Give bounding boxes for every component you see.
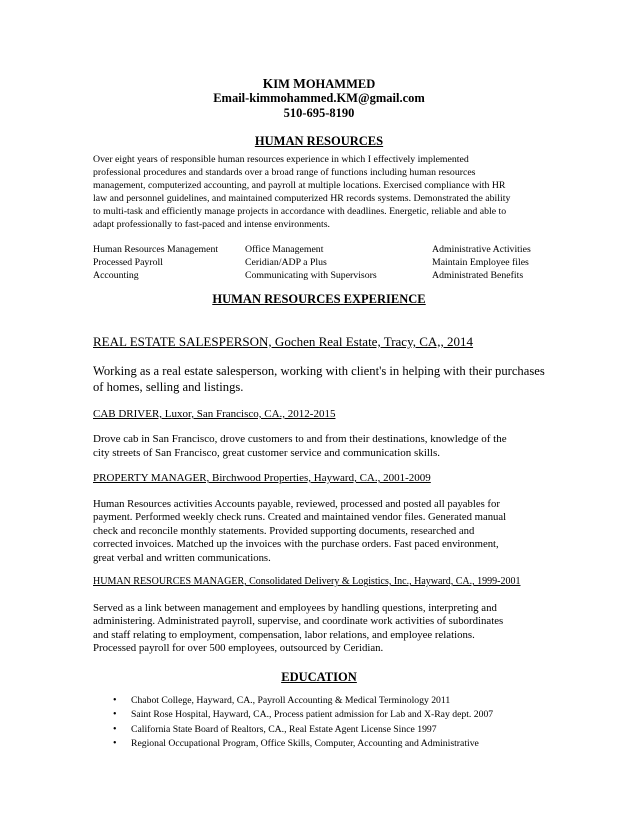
professional-summary xyxy=(93,154,553,231)
skills-column-1 xyxy=(93,244,218,283)
job-line: city streets of San Francisco, great customer service and communication skills. xyxy=(93,447,441,459)
job-line: and staff relating to employment, compensation, labor relations, and employee relations. xyxy=(93,628,475,641)
education-list xyxy=(113,694,493,751)
summary-line: law and personnel guidelines, and maintained computerized HR records systems. Demonstrated the ability xyxy=(93,192,511,204)
job-line: corrected invoices. Matched up the invoices with the purchase orders. Fast paced environment, xyxy=(93,538,499,551)
list-item xyxy=(113,708,493,722)
section-heading-education: EDUCATION xyxy=(281,670,357,684)
list-item xyxy=(113,723,493,737)
skills-column-3 xyxy=(432,244,531,283)
skill-item: Human Resources Management xyxy=(93,244,219,255)
education-entry: California State Board of Realtors, CA., Real Estate Agent License Since 1997 xyxy=(131,723,437,735)
bullet-icon: • xyxy=(113,723,117,735)
skill-item: Accounting xyxy=(93,269,139,281)
job-title: REAL ESTATE SALESPERSON, Gochen Real Estate, Tracy, CA,, 2014 xyxy=(93,334,474,349)
job-line: great verbal and written communications. xyxy=(93,551,271,564)
job-line: Drove cab in San Francisco, drove customers to and from their destinations, knowledge of the xyxy=(93,433,507,445)
skill-item: Ceridian/ADP a Plus xyxy=(245,256,327,268)
job-line: Human Resources activities Accounts payable, reviewed, processed and posted all payables for xyxy=(93,498,500,510)
bullet-icon: • xyxy=(113,709,117,721)
job-line: of homes, selling and listings. xyxy=(93,379,244,394)
job-line: Served as a link between management and employees by handling questions, interpreting and xyxy=(93,602,497,614)
contact-email: Email-kimmohammed.KM@gmail.com xyxy=(213,91,425,105)
job-description xyxy=(93,602,503,656)
list-item xyxy=(113,694,493,708)
skills-column-2 xyxy=(245,244,377,283)
contact-phone: 510-695-8190 xyxy=(283,106,355,120)
skill-item: Administrative Activities xyxy=(432,244,531,255)
skill-item: Communicating with Supervisors xyxy=(245,269,377,281)
summary-line: adapt professionally to fast-paced and intense environments. xyxy=(93,218,330,230)
list-item xyxy=(113,737,493,751)
skill-item: Administrated Benefits xyxy=(432,269,524,281)
summary-line: management, computerized accounting, and payroll at multiple locations. Exercised compliance with HR xyxy=(93,179,506,191)
job-line: Working as a real estate salesperson, working with client's in helping with their purchases xyxy=(93,364,545,378)
job-title: CAB DRIVER, Luxor, San Francisco, CA., 2012-2015 xyxy=(93,408,336,420)
candidate-name: KIM MOHAMMED xyxy=(262,76,376,91)
summary-line: professional procedures and standards over a broad range of functions including human resources xyxy=(93,166,476,178)
bullet-icon: • xyxy=(113,737,117,749)
skill-item: Processed Payroll xyxy=(93,256,163,268)
bullet-icon: • xyxy=(113,695,117,706)
job-description xyxy=(93,432,507,460)
summary-line: Over eight years of responsible human resources experience in which I effectively implemented xyxy=(93,154,469,165)
section-heading-experience: HUMAN RESOURCES EXPERIENCE xyxy=(212,292,426,306)
job-description xyxy=(93,498,506,565)
education-entry: Regional Occupational Program, Office Skills, Computer, Accounting and Administrative xyxy=(131,737,479,749)
education-entry: Chabot College, Hayward, CA., Payroll Accounting & Medical Terminology 2011 xyxy=(131,695,451,706)
job-line: administering. Administrated payroll, supervise, and coordinate work activities of subordinates xyxy=(93,615,504,628)
education-entry: Saint Rose Hospital, Hayward, CA., Process patient admission for Lab and X-Ray dept. 2007 xyxy=(131,709,494,721)
job-description xyxy=(93,364,545,395)
job-line: Processed payroll for over 500 employees, outsourced by Ceridian. xyxy=(93,642,384,655)
skill-item: Maintain Employee files xyxy=(432,256,529,268)
skill-item: Office Management xyxy=(245,244,324,255)
job-line: payment. Performed weekly check runs. Created and maintained vendor files. Generated manual xyxy=(93,511,507,524)
section-heading-human-resources: HUMAN RESOURCES xyxy=(254,134,384,148)
job-title: HUMAN RESOURCES MANAGER, Consolidated Delivery & Logistics, Inc., Hayward, CA., 1999-2001 xyxy=(93,576,521,587)
job-title: PROPERTY MANAGER, Birchwood Properties, Hayward, CA., 2001-2009 xyxy=(93,472,431,484)
summary-line: to multi-task and efficiently manage projects in accordance with deadlines. Energetic, reliable and able to xyxy=(93,205,507,217)
job-line: check and reconcile monthly statements. Provided supporting documents, researched and xyxy=(93,524,475,537)
